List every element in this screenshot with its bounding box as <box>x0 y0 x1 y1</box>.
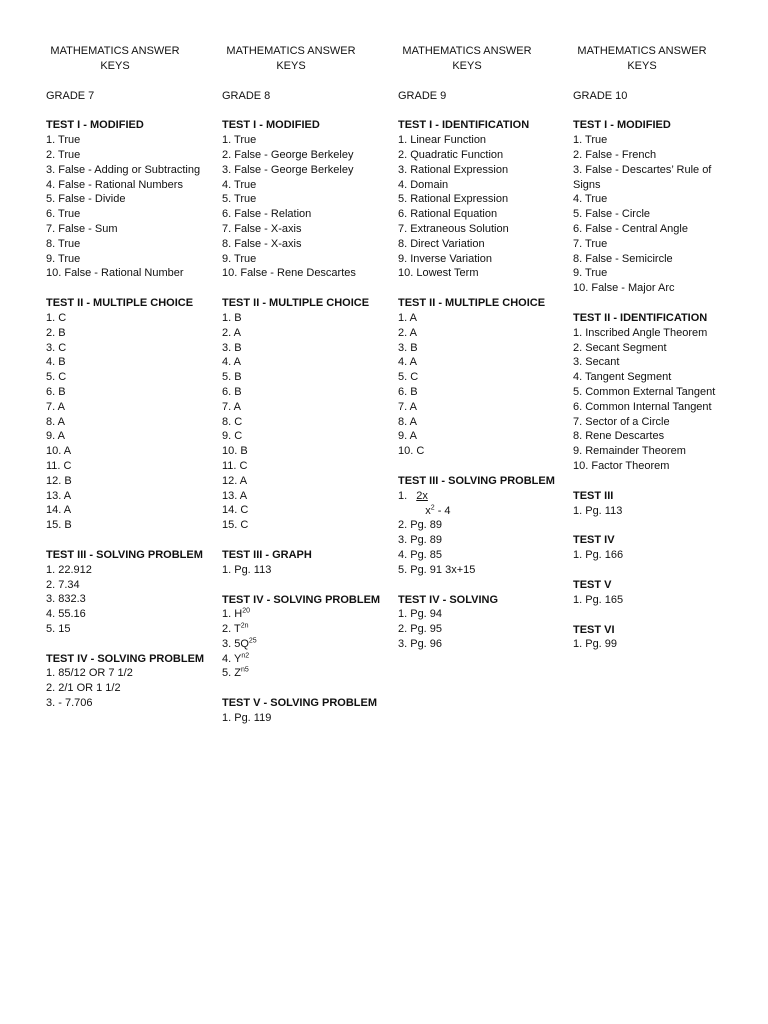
answer-item: 5. B <box>222 371 242 384</box>
answer-item: 9. True <box>46 252 81 265</box>
answer-item: 10. B <box>222 445 248 458</box>
answer-item: 5. C <box>398 371 419 384</box>
answer-item: 4. Pg. 85 <box>398 548 443 561</box>
answer-item: 4. True <box>222 178 257 191</box>
answer-item: 5. Pg. 91 3x+15 <box>398 563 476 576</box>
answer-item: 6. B <box>398 385 418 398</box>
answer-item: 6. True <box>46 208 81 221</box>
answer-item: 2. Pg. 95 <box>398 623 443 636</box>
section-title: TEST II - MULTIPLE CHOICE <box>398 297 546 310</box>
answer-item: 1. Pg. 119 <box>222 712 272 725</box>
answer-item: 5. Rational Expression <box>398 193 509 206</box>
answer-item: 1. 22.912 <box>46 563 92 576</box>
answer-item: 1. Pg. 166 <box>573 549 624 562</box>
answer-item: 4. Domain <box>398 178 449 191</box>
answer-item: 9. A <box>46 430 65 443</box>
answer-item: 1. Pg. 113 <box>573 504 623 517</box>
section-title: TEST I - MODIFIED <box>222 119 320 132</box>
grade-9-column <box>398 44 558 652</box>
answer-item: 10. C <box>398 445 425 458</box>
section-title: TEST IV - SOLVING PROBLEM <box>222 593 381 606</box>
answer-item: 14. C <box>222 504 249 517</box>
test-section <box>573 578 733 608</box>
answer-item: 3. Secant <box>573 356 620 369</box>
answer-item: 1. 85/12 OR 7 1/2 <box>46 667 133 680</box>
answer-item: 2. A <box>222 326 241 339</box>
answer-item: 8. False - X-axis <box>222 237 302 250</box>
answer-item: 1. Pg. 165 <box>573 593 624 606</box>
answer-item: 2. False - French <box>573 148 657 161</box>
answer-item: 8. Direct Variation <box>398 237 485 250</box>
answer-item: 2. Secant Segment <box>573 341 667 354</box>
answer-item: 3. False - George Berkeley <box>222 163 354 176</box>
section-title: TEST II - MULTIPLE CHOICE <box>222 297 370 310</box>
answer-item: 6. B <box>46 385 66 398</box>
answer-item: 1. Pg. 113 <box>222 563 272 576</box>
answer-item: 5. C <box>46 371 67 384</box>
answer-item: 2. 7.34 <box>46 578 80 591</box>
grade-heading: GRADE 10 <box>573 89 628 102</box>
answer-item: 3. B <box>222 341 242 354</box>
answer-item: 13. A <box>222 489 248 502</box>
answer-item: 8. A <box>46 415 65 428</box>
answer-item: 5. False - Divide <box>46 193 126 206</box>
answer-item: 7. A <box>46 400 65 413</box>
answer-item: 5. 15 <box>46 622 71 635</box>
test-section <box>222 118 382 281</box>
answer-item: 8. False - Semicircle <box>573 252 673 265</box>
test-section <box>398 593 558 652</box>
test-section <box>46 296 206 533</box>
answer-item: 4. False - Rational Numbers <box>46 178 183 191</box>
test-section <box>46 118 206 281</box>
answer-item: 4. A <box>222 356 241 369</box>
power-answer: 4. $Y^{n2}$ <box>222 652 250 665</box>
answer-item: 6. Rational Equation <box>398 208 498 221</box>
answer-item: 1. Pg. 94 <box>398 608 443 621</box>
answer-item: 4. Tangent Segment <box>573 371 672 384</box>
answer-item: 1. True <box>46 134 81 147</box>
answer-item: 3. B <box>398 341 418 354</box>
test-section <box>573 623 733 653</box>
power-answer: 2. $T^{2n}$ <box>222 622 249 636</box>
section-title: TEST VI <box>573 623 615 636</box>
answer-item: 10. Factor Theorem <box>573 459 670 472</box>
answer-item: 1. A <box>398 311 417 324</box>
answer-item: 9. A <box>398 430 417 443</box>
answer-item: 1. B <box>222 311 242 324</box>
power-answer: 5. $Z^{n5}$ <box>222 666 249 680</box>
section-title: TEST III - SOLVING PROBLEM <box>46 548 203 561</box>
column-title: MATHEMATICS ANSWER KEYS <box>577 45 707 72</box>
test-section <box>398 118 558 281</box>
answer-item: 3. C <box>46 341 67 354</box>
answer-item: 2. 2/1 OR 1 1/2 <box>46 682 121 695</box>
answer-item: 2. A <box>398 326 417 339</box>
answer-item: 9. Remainder Theorem <box>573 445 686 458</box>
column-title: MATHEMATICS ANSWER KEYS <box>50 45 180 72</box>
answer-item: 2. B <box>46 326 66 339</box>
answer-item: 12. A <box>222 474 248 487</box>
power-answer: 1. $H^{20}$ <box>222 607 250 621</box>
answer-item: 10. Lowest Term <box>398 267 479 280</box>
fraction-denominator: $x^2 - 4$ <box>425 503 451 517</box>
answer-item: 1. Pg. 99 <box>573 638 618 651</box>
section-title: TEST I - MODIFIED <box>46 119 144 132</box>
test-section <box>573 118 733 296</box>
answer-item: 11. C <box>46 459 72 472</box>
answer-item: 1. True <box>222 134 257 147</box>
section-title: TEST I - MODIFIED <box>573 119 671 132</box>
answer-item: 3. Pg. 89 <box>398 534 443 547</box>
answer-item: 6. Common Internal Tangent <box>573 400 712 413</box>
answer-item: 14. A <box>46 504 72 517</box>
answer-item: 9. True <box>573 267 608 280</box>
section-title: TEST V <box>573 578 612 591</box>
section-title: TEST I - IDENTIFICATION <box>398 119 530 132</box>
grade-heading: GRADE 8 <box>222 89 271 102</box>
answer-item: 10. False - Rational Number <box>46 267 184 280</box>
answer-item: 2. True <box>46 148 81 161</box>
section-title: TEST III - GRAPH <box>222 548 312 561</box>
test-section <box>573 489 733 519</box>
section-title: TEST II - IDENTIFICATION <box>573 311 708 324</box>
answer-item: 1. Inscribed Angle Theorem <box>573 326 708 339</box>
test-section <box>573 533 733 563</box>
answer-item: 8. True <box>46 237 81 250</box>
answer-item: 7. A <box>398 400 417 413</box>
section-title: TEST IV - SOLVING <box>398 593 499 606</box>
answer-item: 4. True <box>573 193 608 206</box>
test-section <box>222 593 382 682</box>
answer-item: 10. A <box>46 445 72 458</box>
section-title: TEST V - SOLVING PROBLEM <box>222 697 378 710</box>
answer-item: 5. Common External Tangent <box>573 385 716 398</box>
answer-item: 2. False - George Berkeley <box>222 148 354 161</box>
test-section <box>222 296 382 533</box>
test-section <box>222 548 382 578</box>
answer-item: 7. Extraneous Solution <box>398 222 509 235</box>
answer-item: 3. - 7.706 <box>46 697 93 710</box>
column-title: MATHEMATICS ANSWER KEYS <box>402 45 532 72</box>
test-section <box>222 696 382 726</box>
answer-item: 4. 55.16 <box>46 608 86 621</box>
answer-item: 2. Pg. 89 <box>398 519 443 532</box>
fraction-answer: 1. $\frac{2x}{x^2 - 4}$ <box>398 489 451 517</box>
test-section <box>573 311 733 474</box>
answer-item: 5. True <box>222 193 257 206</box>
grade-heading: GRADE 7 <box>46 89 95 102</box>
power-answer: 3. $5Q^{25}$ <box>222 637 257 650</box>
fraction <box>410 489 450 519</box>
section-title: TEST II - MULTIPLE CHOICE <box>46 297 194 310</box>
answer-item: 1. True <box>573 134 608 147</box>
answer-item: 6. False - Relation <box>222 208 312 221</box>
test-section <box>398 296 558 459</box>
answer-item: 1. C <box>46 311 67 324</box>
answer-item: 10. False - Rene Descartes <box>222 267 356 280</box>
grade-10-column <box>573 44 733 652</box>
answer-item: 3. Pg. 96 <box>398 637 443 650</box>
grade-7-column <box>46 44 206 711</box>
answer-item: 9. Inverse Variation <box>398 252 492 265</box>
answer-item: 7. True <box>573 237 608 250</box>
answer-item: 9. C <box>222 430 243 443</box>
answer-item: 1. Linear Function <box>398 134 487 147</box>
column-title: MATHEMATICS ANSWER KEYS <box>226 45 356 72</box>
answer-item: 8. C <box>222 415 243 428</box>
answer-item: 8. A <box>398 415 417 428</box>
answer-item: 10. False - Major Arc <box>573 282 675 295</box>
test-section <box>46 652 206 711</box>
answer-item: 8. Rene Descartes <box>573 430 665 443</box>
test-section <box>398 474 558 578</box>
section-title: TEST III - SOLVING PROBLEM <box>398 474 555 487</box>
answer-item: 7. False - Sum <box>46 222 118 235</box>
answer-item: 7. Sector of a Circle <box>573 415 670 428</box>
answer-item: 3. False - Adding or Subtracting <box>46 163 201 176</box>
answer-item: 15. C <box>222 519 249 532</box>
answer-item: 4. B <box>46 356 66 369</box>
answer-item: 13. A <box>46 489 72 502</box>
grade-heading: GRADE 9 <box>398 89 447 102</box>
section-title: TEST III <box>573 489 614 502</box>
grade-8-column <box>222 44 382 726</box>
answer-item: 15. B <box>46 519 72 532</box>
answer-item: 7. A <box>222 400 241 413</box>
fraction-numerator: 2x <box>416 489 428 502</box>
answer-item: 5. False - Circle <box>573 208 651 221</box>
answer-item: 2. Quadratic Function <box>398 148 504 161</box>
answer-item: 3. 832.3 <box>46 593 86 606</box>
answer-item: 3. False - Descartes’ Rule of Signs <box>573 163 712 191</box>
answer-item: 6. False - Central Angle <box>573 222 688 235</box>
section-title: TEST IV <box>573 534 615 547</box>
answer-item: 12. B <box>46 474 72 487</box>
section-title: TEST IV - SOLVING PROBLEM <box>46 652 205 665</box>
answer-item: 6. B <box>222 385 242 398</box>
answer-item: 3. Rational Expression <box>398 163 509 176</box>
answer-item: 4. A <box>398 356 417 369</box>
answer-item: 11. C <box>222 459 248 472</box>
answer-item: 7. False - X-axis <box>222 222 302 235</box>
answer-item: 9. True <box>222 252 257 265</box>
test-section <box>46 548 206 637</box>
